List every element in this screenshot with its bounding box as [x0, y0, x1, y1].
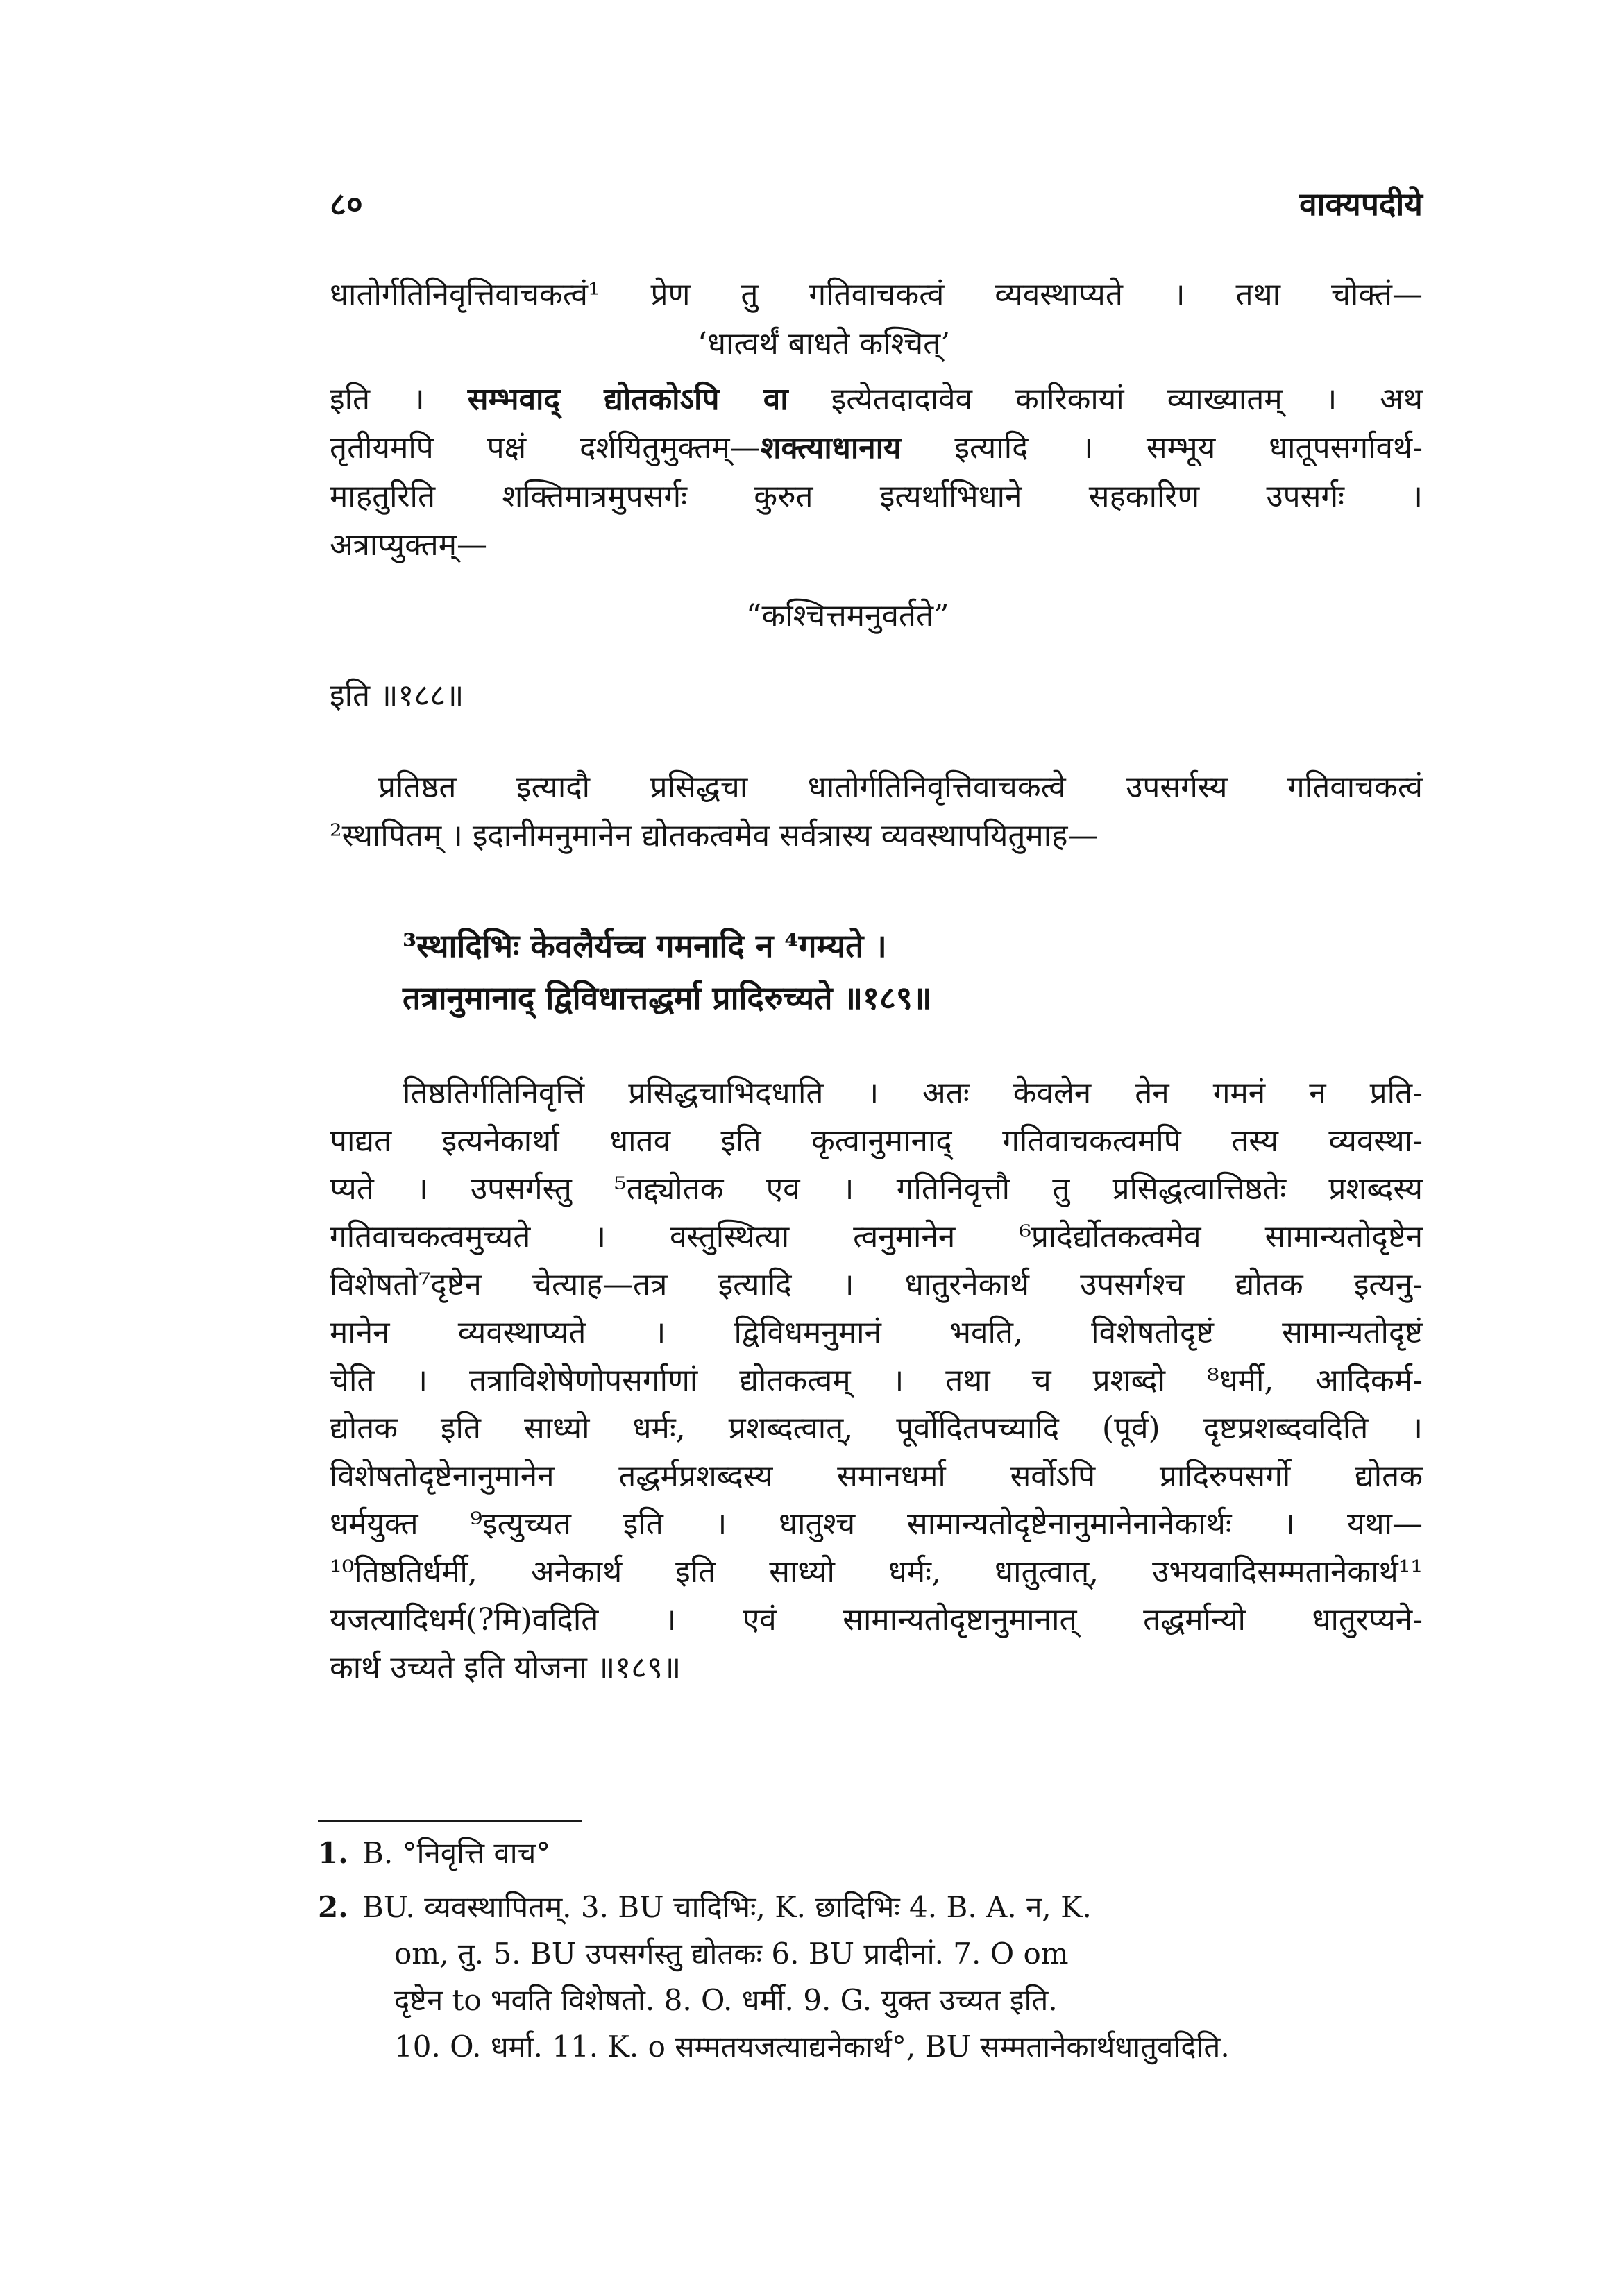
karika-line: तत्रानुमानाद् द्विविधात्तद्धर्मा प्रादिरुच्यते ॥१८९॥ — [403, 979, 932, 1017]
footnote-text: B. °निवृत्ति वाच° — [362, 1836, 551, 1870]
page-header — [330, 182, 1423, 230]
running-head: वाक्यपदीये — [1299, 185, 1423, 223]
commentary-line: प्यते । उपसर्गस्तु ⁵तद्द्योतक एव । गतिनिवृत्तौ तु प्रसिद्धत्वात्तिष्ठतेः प्रशब्दस्य — [330, 1171, 1423, 1207]
quote-line: “कश्चित्तमनुवर्तते” — [746, 598, 949, 633]
quote-line: ‘धात्वर्थं बाधते कश्चित्’ — [697, 326, 951, 362]
cited-phrase: सम्भवाद् द्योतकोऽपि वा — [467, 382, 788, 417]
text-line — [330, 377, 1423, 423]
text-line: ²स्थापितम् । इदानीमनुमानेन द्योतकत्वमेव सर्वत्रास्य व्यवस्थापयितुमाह— — [330, 818, 1099, 853]
text-span: इत्यादि । सम्भूय धातूपसर्गावर्थ- — [901, 430, 1423, 466]
commentary-line: पाद्यत इत्यनेकार्था धातव इति कृत्वानुमानाद् गतिवाचकत्वमपि तस्य व्यवस्था- — [330, 1123, 1423, 1159]
footnote-number: 1. — [318, 1836, 348, 1870]
footnote-divider — [318, 1820, 582, 1822]
commentary-line: विशेषतो⁷दृष्टेन चेत्याह—तत्र इत्यादि । धातुरनेकार्थ उपसर्गश्च द्योतक इत्यनु- — [330, 1267, 1423, 1302]
commentary-line: चेति । तत्राविशेषेणोपसर्गाणां द्योतकत्वम् । तथा च प्रशब्दो ⁸धर्मी, आदिकर्म- — [330, 1363, 1423, 1398]
commentary-line: गतिवाचकत्वमुच्यते । वस्तुस्थित्या त्वनुमानेन ⁶प्रादेर्द्योतकत्वमेव सामान्यतोदृष्टेन — [330, 1219, 1423, 1255]
commentary-line: कार्थ उच्यते इति योजना ॥१८९॥ — [330, 1650, 682, 1685]
text-line: प्रतिष्ठत इत्यादौ प्रसिद्धचा धातोर्गतिनिवृत्तिवाचकत्वे उपसर्गस्य गतिवाचकत्वं — [378, 769, 1423, 805]
cited-phrase: शक्त्याधानाय — [760, 430, 902, 466]
text-span: इति । — [330, 382, 468, 417]
text-line: धातोर्गतिनिवृत्तिवाचकत्वं¹ प्रेण तु गतिवाचकत्वं व्यवस्थाप्यते । तथा चोक्तं— — [330, 277, 1423, 312]
text-line: अत्राप्युक्तम्— — [330, 527, 488, 563]
page-number: ८० — [330, 185, 363, 223]
text-span: तृतीयमपि पक्षं दर्शयितुमुक्तम्— — [330, 430, 761, 466]
footnote-continuation: दृष्टेन to भवति विशेषतो. 8. O. धर्मी. 9. G. युक्त उच्यत इति. — [394, 1983, 1058, 2017]
footnote-text: BU. व्यवस्थापितम्. 3. BU चादिभिः, K. छादिभिः 4. B. A. न, K. — [362, 1890, 1092, 1924]
commentary-line: यजत्यादिधर्म(?मि)वदिति । एवं सामान्यतोदृष्टानुमानात् तद्धर्मान्यो धातुरप्यने- — [330, 1602, 1423, 1638]
commentary-line: ¹⁰तिष्ठतिर्धर्मी, अनेकार्थ इति साध्यो धर्मः, धातुत्वात्, उभयवादिसम्मतानेकार्थ¹¹ — [330, 1554, 1423, 1590]
karika-line: ³स्थादिभिः केवलैर्यच्च गमनादि न ⁴गम्यते । — [403, 927, 887, 964]
commentary-line: मानेन व्यवस्थाप्यते । द्विविधमनुमानं भवति, विशेषतोदृष्टं सामान्यतोदृष्टं — [330, 1315, 1423, 1350]
footnote — [318, 1886, 1407, 1929]
commentary-line: विशेषतोदृष्टेनानुमानेन तद्धर्मप्रशब्दस्य समानधर्मा सर्वोऽपि प्रादिरुपसर्गो द्योतक — [330, 1459, 1423, 1494]
text-line — [330, 425, 1423, 471]
footnote-continuation: 10. O. धर्मा. 11. K. o सम्मतयजत्याद्यनेकार्थ°, BU सम्मतानेकार्थधातुवदिति. — [394, 2030, 1230, 2064]
footnote-continuation: om, तु. 5. BU उपसर्गस्तु द्योतकः 6. BU प्रादीनां. 7. O om — [394, 1937, 1069, 1971]
commentary-line: द्योतक इति साध्यो धर्मः, प्रशब्दत्वात्, पूर्वोदितपच्यादि (पूर्व) दृष्टप्रशब्दवदिति । — [330, 1411, 1423, 1446]
verse-end: इति ॥१८८॥ — [330, 678, 464, 713]
footnote — [318, 1832, 1407, 1875]
commentary-line: तिष्ठतिर्गतिनिवृत्तिं प्रसिद्धचाभिदधाति । अतः केवलेन तेन गमनं न प्रति- — [403, 1075, 1423, 1111]
footnote-number: 2. — [318, 1890, 348, 1924]
text-line: माहतुरिति शक्तिमात्रमुपसर्गः कुरुत इत्यर्थाभिधाने सहकारिण उपसर्गः । — [330, 479, 1423, 514]
commentary-line: धर्मयुक्त ⁹इत्युच्यत इति । धातुश्च सामान्यतोदृष्टेनानुमानेनानेकार्थः । यथा— — [330, 1506, 1423, 1542]
text-span: इत्येतदादावेव कारिकायां व्याख्यातम् । अथ — [788, 382, 1423, 417]
